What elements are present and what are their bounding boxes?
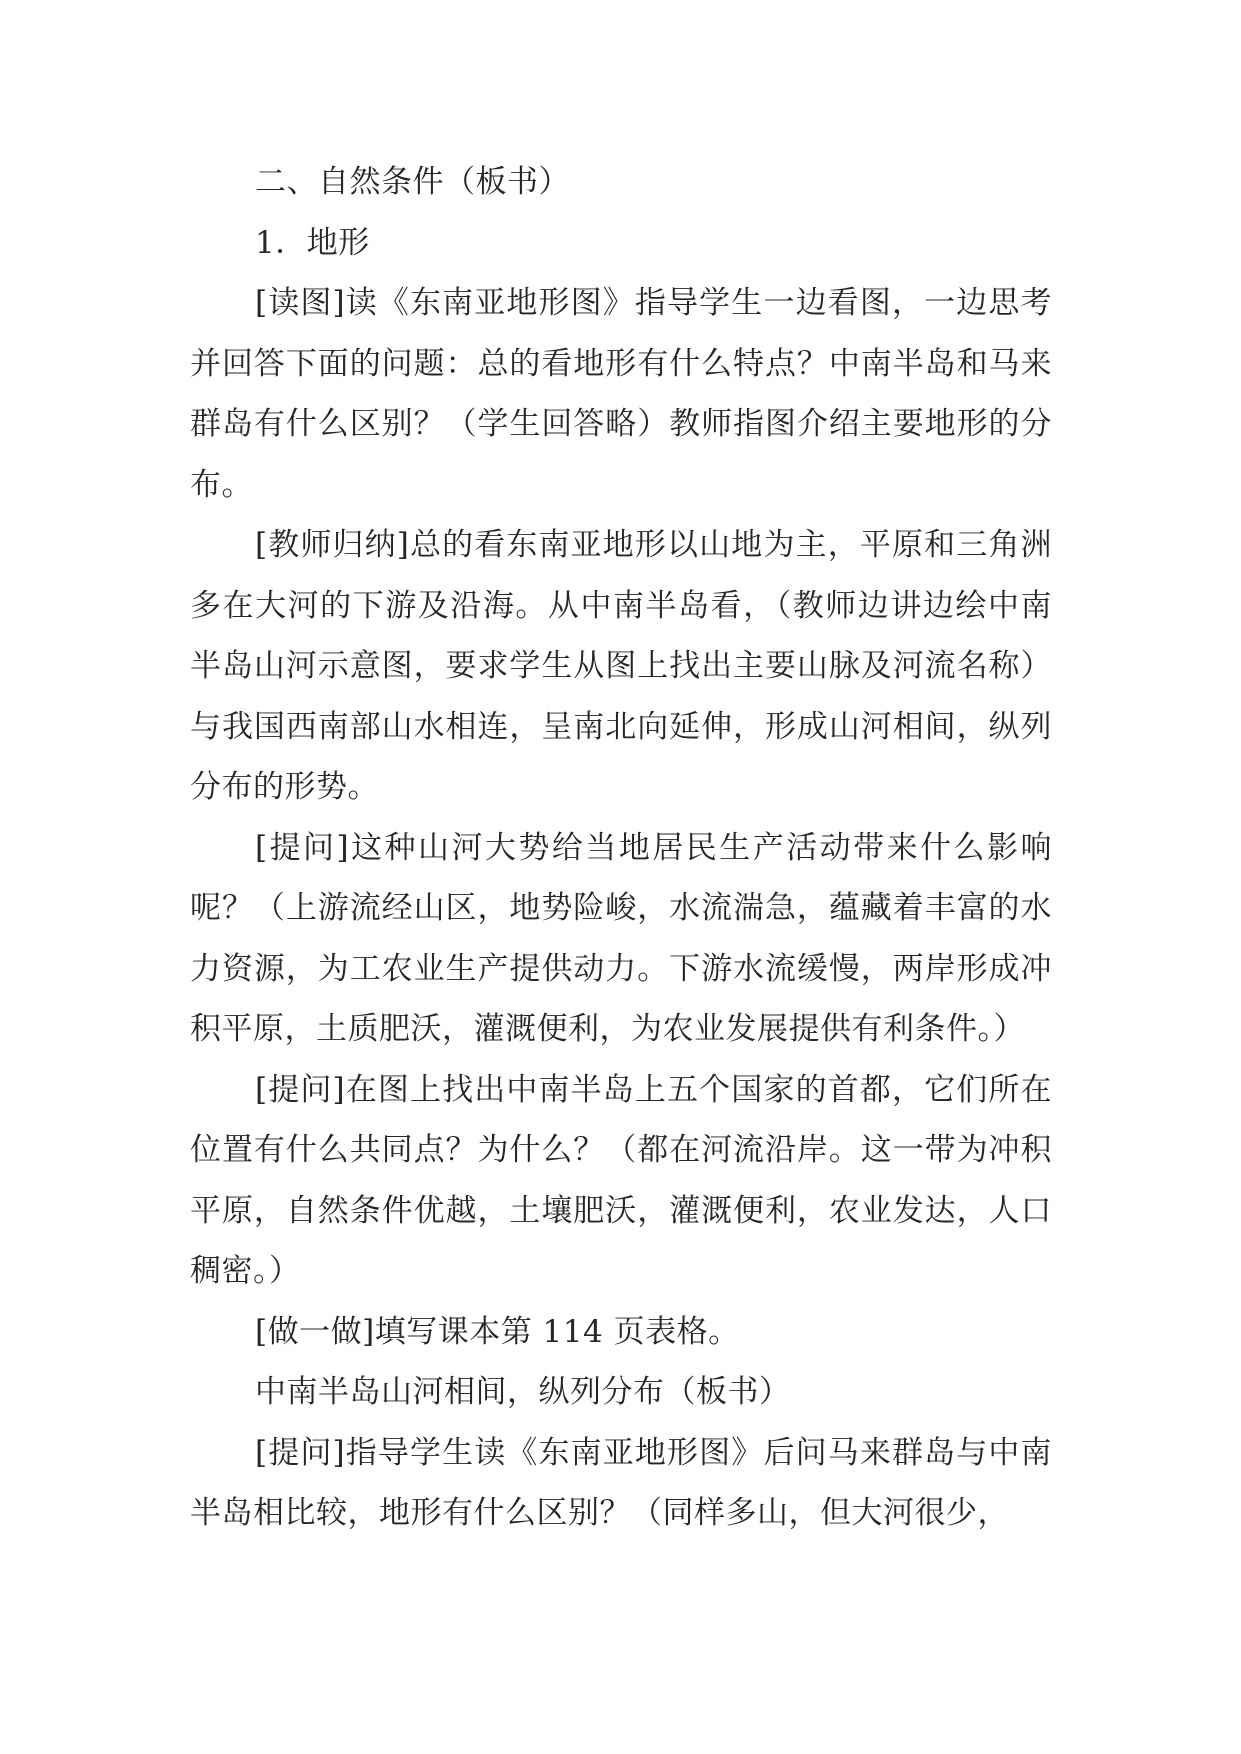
paragraph-question-capitals: [提问]在图上找出中南半岛上五个国家的首都，它们所在位置有什么共同点？为什么？（都在河流沿岸。这一带为冲积平原，自然条件优越，土壤肥沃，灌溉便利，农业发达，人口稠密。） (190, 1071, 1052, 1289)
paragraph-exercise: [做一做]填写课本第 114 页表格。 (255, 1313, 740, 1350)
section-heading: 二、自然条件（板书） (255, 164, 570, 200)
paragraph-board-note: 中南半岛山河相间，纵列分布（板书） (255, 1374, 791, 1410)
paragraph-read-map: [读图]读《东南亚地形图》指导学生一边看图，一边思考并回答下面的问题：总的看地形有什么特点？中南半岛和马来群岛有什么区别？（学生回答略）教师指图介绍主要地形的分布。 (190, 285, 1052, 503)
paragraph-question-malay: [提问]指导学生读《东南亚地形图》后问马来群岛与中南半岛相比较，地形有什么区别？（同样多山，但大河很少， (190, 1434, 1052, 1531)
paragraph-teacher-summary: [教师归纳]总的看东南亚地形以山地为主，平原和三角洲多在大河的下游及沿海。从中南半岛看，（教师边讲边绘中南半岛山河示意图，要求学生从图上找出主要山脉及河流名称）与我国西南部山水相连，呈南北向延伸，形成山河相间，纵列分布的形势。 (190, 527, 1052, 805)
subsection-heading: 1．地形 (255, 224, 370, 261)
document-body (190, 152, 1052, 1544)
paragraph-question-influence: [提问]这种山河大势给当地居民生产活动带来什么影响呢？（上游流经山区，地势险峻，水流湍急，蕴藏着丰富的水力资源，为工农业生产提供动力。下游水流缓慢，两岸形成冲积平原，土质肥沃，灌溉便利，为农业发展提供有利条件。） (190, 829, 1052, 1047)
